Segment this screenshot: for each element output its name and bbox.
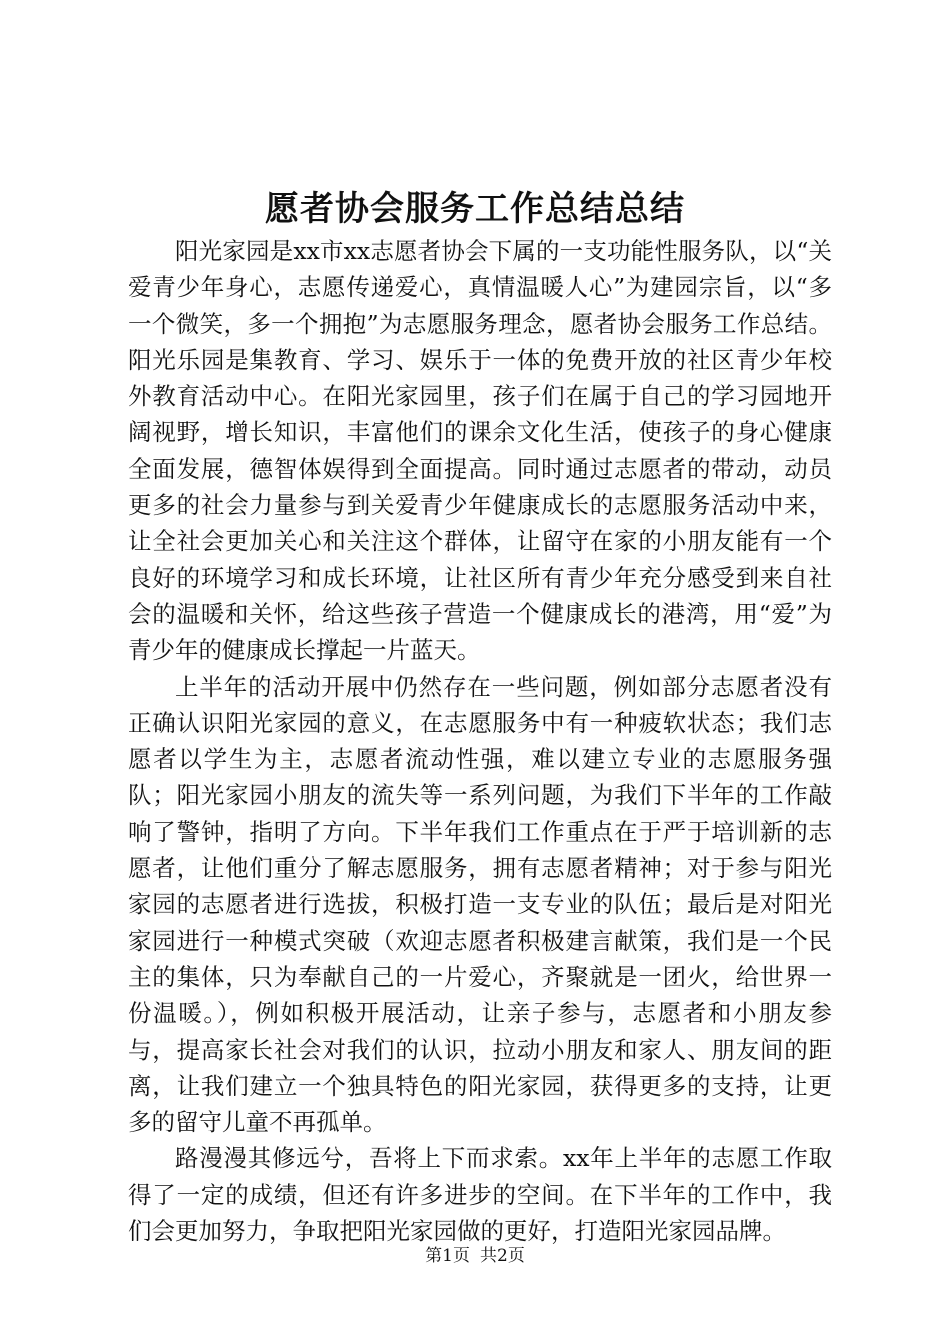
page-footer xyxy=(0,1244,950,1268)
document-body xyxy=(128,233,832,1249)
paragraph-2: 上半年的活动开展中仍然存在一些问题，例如部分志愿者没有正确认识阳光家园的意义，在志愿服务中有一种疲软状态；我们志愿者以学生为主，志愿者流动性强，难以建立专业的志愿服务强队；阳光家园小朋友的流失等一系列问题，为我们下半年的工作敲响了警钟，指明了方向。下半年我们工作重点在于严于培训新的志愿者，让他们重分了解志愿服务，拥有志愿者精神；对于参与阳光家园的志愿者进行选拔，积极打造一支专业的队伍；最后是对阳光家园进行一种模式突破（欢迎志愿者积极建言献策，我们是一个民主的集体，只为奉献自己的一片爱心，齐聚就是一团火，给世界一份温暖。），例如积极开展活动，让亲子参与，志愿者和小朋友参与，提高家长社会对我们的认识，拉动小朋友和家人、朋友间的距离，让我们建立一个独具特色的阳光家园，获得更多的支持，让更多的留守儿童不再孤单。 xyxy=(128,672,832,1137)
paragraph-3: 路漫漫其修远兮，吾将上下而求索。xx年上半年的志愿工作取得了一定的成绩，但还有许多进步的空间。在下半年的工作中，我们会更加努力，争取把阳光家园做的更好，打造阳光家园品牌。 xyxy=(128,1144,832,1246)
page-number-current: 第1页 xyxy=(425,1246,470,1266)
document-title: 愿者协会服务工作总结总结 xyxy=(265,189,685,229)
page-number-total: 共2页 xyxy=(480,1246,525,1266)
paragraph-1: 阳光家园是xx市xx志愿者协会下属的一支功能性服务队，以“关爱青少年身心，志愿传递爱心，真情温暖人心”为建园宗旨，以“多一个微笑，多一个拥抱”为志愿服务理念，愿者协会服务工作总结。阳光乐园是集教育、学习、娱乐于一体的免费开放的社区青少年校外教育活动中心。在阳光家园里，孩子们在属于自己的学习园地开阔视野，增长知识，丰富他们的课余文化生活，使孩子的身心健康全面发展，德智体娱得到全面提高。同时通过志愿者的带动，动员更多的社会力量参与到关爱青少年健康成长的志愿服务活动中来，让全社会更加关心和关注这个群体，让留守在家的小朋友能有一个良好的环境学习和成长环境，让社区所有青少年充分感受到来自社会的温暖和关怀，给这些孩子营造一个健康成长的港湾，用“爱”为青少年的健康成长撑起一片蓝天。 xyxy=(128,237,832,665)
